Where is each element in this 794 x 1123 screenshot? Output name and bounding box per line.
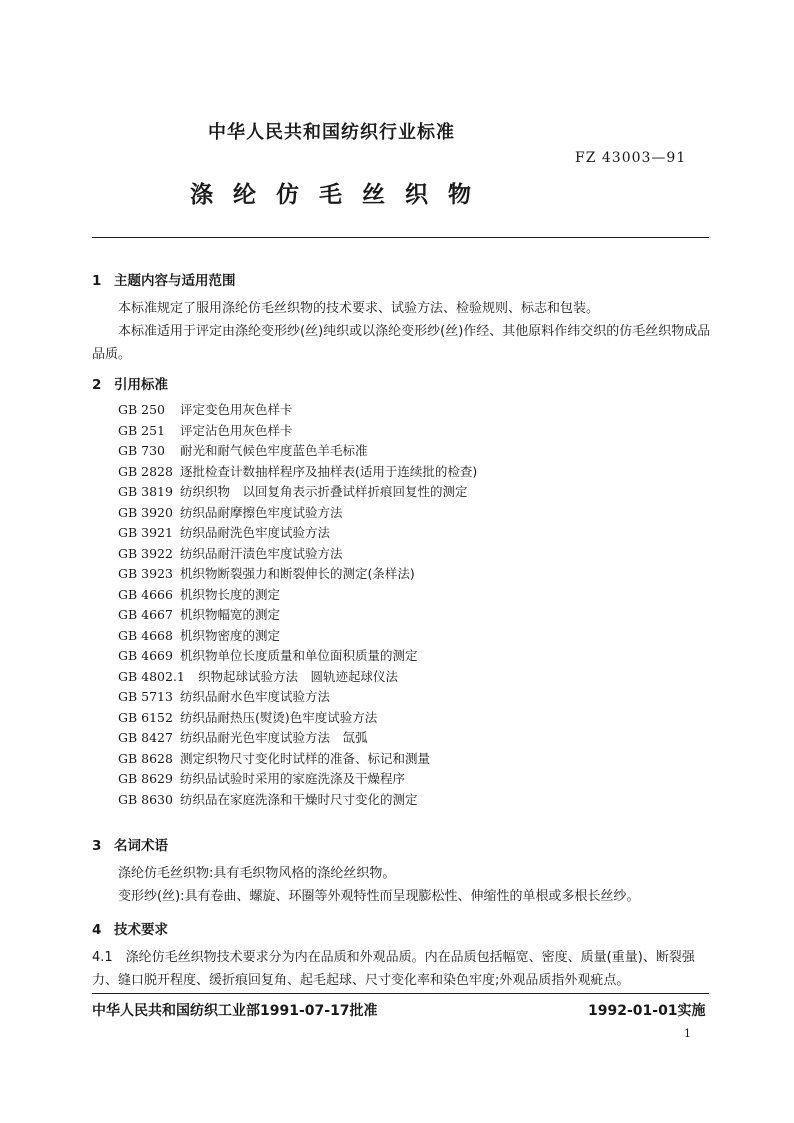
ref-item: [118, 585, 477, 606]
ref-item: [118, 523, 477, 544]
ref-title: 评定沾色用灰色样卡: [180, 422, 293, 438]
ref-item: [118, 667, 477, 688]
ref-code: GB 4669: [118, 648, 173, 663]
ref-code: GB 3923: [118, 566, 173, 581]
ref-title: 纺织品试验时采用的家庭洗涤及干燥程序: [180, 771, 406, 786]
page-number: 1: [684, 1027, 691, 1040]
section-4-clause-4-1: 4.1 涤纶仿毛丝织物技术要求分为内在品质和外观品质。内在品质包括幅宽、密度、质量(重量)、断裂强力、缝口脱开程度、缓折痕回复角、起毛起球、尺寸变化率和染色牢度;外观品质指外观疵点。: [92, 950, 695, 988]
ref-code: GB 251: [118, 422, 166, 438]
ref-title: 纺织品耐摩擦色牢度试验方法: [180, 504, 343, 520]
section-2-heading: [92, 373, 168, 393]
section-3-heading: [92, 834, 168, 854]
ref-code: GB 4666: [118, 586, 173, 602]
ref-title: 机织物幅宽的测定: [180, 607, 281, 622]
ref-title: 纺织品耐光色牢度试验方法 氙弧: [180, 730, 368, 745]
ref-code: GB 730: [118, 443, 166, 458]
ref-title: 耐光和耐气候色牢度蓝色羊毛标准: [180, 443, 368, 458]
ref-title: 纺织品在家庭洗涤和干燥时尺寸变化的测定: [180, 791, 418, 807]
section-1-paragraph-2: 本标准适用于评定由涤纶变形纱(丝)纯织或以涤纶变形纱(丝)作经、其他原料作纬交织的仿毛丝织物成品品质。: [92, 324, 711, 362]
ref-title: 机织物单位长度质量和单位面积质量的测定: [180, 648, 418, 663]
ref-title: 机织物断裂强力和断裂伸长的测定(条样法): [180, 566, 415, 581]
ref-code: GB 4802.1: [118, 668, 185, 684]
ref-code: GB 8629: [118, 771, 173, 786]
section-3-title: 名词术语: [114, 838, 168, 854]
ref-title: 纺织品耐热压(熨烫)色牢度试验方法: [180, 709, 378, 725]
section-2-title: 引用标准: [114, 377, 168, 393]
ref-title: 机织物密度的测定: [180, 627, 281, 643]
section-4-heading: [92, 918, 168, 938]
ref-title: 纺织品耐水色牢度试验方法: [180, 689, 331, 704]
section-4-number: 4: [92, 922, 102, 938]
ref-item: [118, 646, 477, 667]
ref-item: [118, 790, 477, 811]
ref-code: GB 5713: [118, 689, 173, 704]
ref-item: [118, 626, 477, 647]
section-3-number: 3: [92, 838, 102, 854]
ref-item: [118, 687, 477, 708]
ref-item: [118, 441, 477, 462]
standard-code: FZ 43003—91: [575, 150, 687, 166]
ref-code: GB 2828: [118, 463, 173, 479]
document-title: 涤纶仿毛丝织物: [190, 182, 491, 208]
ref-item: [118, 482, 477, 503]
ref-code: GB 3920: [118, 504, 173, 520]
ref-code: GB 8427: [118, 730, 173, 745]
section-3-paragraph-1: 涤纶仿毛丝织物:具有毛织物风格的涤纶丝织物。: [118, 866, 396, 881]
ref-title: 测定织物尺寸变化时试样的准备、标记和测量: [180, 750, 431, 766]
section-1-heading: [92, 269, 236, 289]
ref-code: GB 8630: [118, 791, 173, 807]
ref-title: 纺织品耐洗色牢度试验方法: [180, 525, 331, 540]
section-1-title: 主题内容与适用范围: [114, 273, 236, 289]
ref-title: 评定变色用灰色样卡: [180, 402, 293, 417]
ref-item: [118, 769, 477, 790]
ref-item: [118, 564, 477, 585]
ref-item: [118, 503, 477, 524]
ref-item: [118, 462, 477, 483]
ref-code: GB 3921: [118, 525, 173, 540]
section-2-number: 2: [92, 377, 102, 393]
ref-code: GB 250: [118, 402, 166, 417]
section-3-paragraph-2: 变形纱(丝):具有卷曲、螺旋、环圈等外观特性而呈现膨松性、伸缩性的单根或多根长丝纱。: [118, 889, 640, 904]
ref-item: [118, 400, 477, 421]
ref-code: GB 3819: [118, 484, 173, 499]
ref-title: 织物起球试验方法 圆轨迹起球仪法: [198, 668, 399, 684]
ref-title: 机织物长度的测定: [180, 586, 281, 602]
section-4-title: 技术要求: [114, 922, 168, 938]
ref-title: 逐批检查计数抽样程序及抽样表(适用于连续批的检查): [180, 463, 478, 479]
ref-title: 纺织品耐汗渍色牢度试验方法: [180, 545, 343, 561]
ref-code: GB 6152: [118, 709, 173, 725]
section-1-paragraph-1: 本标准规定了服用涤纶仿毛丝织物的技术要求、试验方法、检验规则、标志和包装。: [118, 301, 600, 316]
approval-statement: 中华人民共和国纺织工业部1991-07-17批准: [92, 1003, 378, 1019]
referenced-standards-list: [118, 400, 477, 810]
ref-code: GB 8628: [118, 750, 173, 766]
ref-code: GB 4667: [118, 607, 173, 622]
ref-item: [118, 749, 477, 770]
ref-item: [118, 728, 477, 749]
ref-item: [118, 421, 477, 442]
ref-title: 纺织织物 以回复角表示折叠试样折痕回复性的测定: [180, 484, 468, 499]
ref-code: GB 4668: [118, 627, 173, 643]
ref-item: [118, 708, 477, 729]
header-divider: [92, 237, 709, 238]
ref-item: [118, 605, 477, 626]
footer-divider: [92, 993, 709, 994]
effective-date: 1992-01-01实施: [588, 1003, 706, 1019]
ref-item: [118, 544, 477, 565]
section-1-number: 1: [92, 273, 102, 289]
issuing-organization: 中华人民共和国纺织行业标准: [208, 122, 455, 143]
ref-code: GB 3922: [118, 545, 173, 561]
